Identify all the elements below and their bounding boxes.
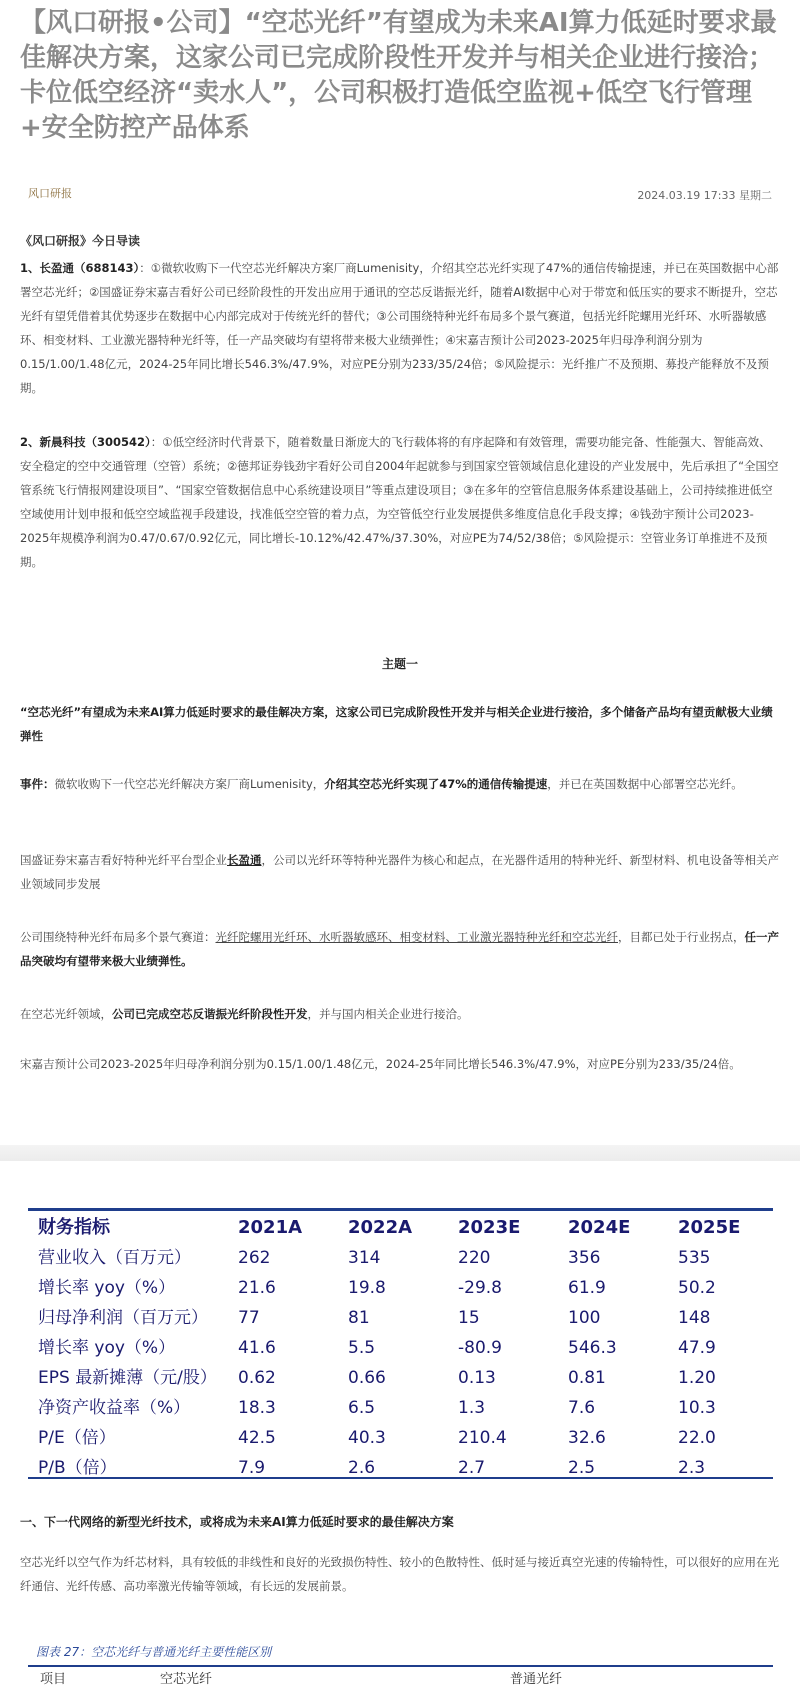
table-cell: 220 — [458, 1248, 491, 1268]
publish-datetime: 2024.03.19 17:33 星期二 — [637, 189, 772, 202]
item-2-text: ：①低空经济时代背景下，随着数量日渐庞大的飞行载体将的有序起降和有效管理，需要功能完备、性能强大、智能高效、安全稳定的空中交通管理（空管）系统；②德邦证券钱劲宇看好公司自2004年起就参与到国家空管领域信息化建设的产业发展中，先后承担了“全国空管系统飞行情报网建设项目”、“国家空管数据信息中心系统建设项目”等重点建设项目；③在多年的空管信息服务体系建设基础上，公司持续推进低空空域使用计划申报和低空空域监视手段建设，找准低空空管的着力点，为空管低空行业发展提供多维度信息化手段支撑；④钱劲宇预计公司2023-2025年规模净利润为0.47/0.67/0.92亿元，同比增长-10.12%/42.47%/37.30%，对应PE为74/52/38倍；⑤风险提示：空管业务订单推进不及预期。 — [20, 435, 779, 569]
table-row-label: P/B（倍） — [38, 1458, 117, 1478]
figure-rule — [28, 1665, 773, 1667]
analyst-text-end: ，公司以光纤环等特种光器件为核心和起点，在光器件适用的特种光纤、新型材料、机电设备等相关产业领域同步发展 — [20, 853, 779, 891]
section-divider — [0, 1145, 800, 1161]
progress-highlight: 公司已完成空芯反谐振光纤阶段性开发 — [112, 1007, 308, 1021]
table-cell: 262 — [238, 1248, 271, 1268]
table-header-cell: 2021A — [238, 1217, 303, 1238]
table-cell: 1.3 — [458, 1398, 486, 1418]
table-row-label: 增长率 yoy（%） — [38, 1278, 176, 1298]
progress-paragraph — [20, 1002, 782, 1026]
tracks-text: 公司围绕特种光纤布局多个景气赛道： — [20, 930, 216, 944]
tracks-highlight: 任一产品突破均有望带来极大业绩弹性。 — [20, 930, 779, 968]
table-top-rule — [28, 1208, 773, 1211]
table-cell: 47.9 — [678, 1338, 716, 1358]
table-row-label: 归母净利润（百万元） — [38, 1308, 208, 1328]
table-cell: 81 — [348, 1308, 370, 1328]
table-cell: 18.3 — [238, 1398, 276, 1418]
item-1-lead: 1、长盈通（688143） — [20, 261, 140, 275]
table-cell: 210.4 — [458, 1428, 507, 1448]
table-cell: 148 — [678, 1308, 711, 1328]
table-cell: 0.13 — [458, 1368, 496, 1388]
table-row-label: 净资产收益率（%） — [38, 1398, 191, 1418]
figure-col-item: 项目 — [40, 1672, 67, 1687]
article-title: 【风口研报•公司】“空芯光纤”有望成为未来AI算力低延时要求最佳解决方案，这家公司已完成阶段性开发并与相关企业进行接洽；卡位低空经济“卖水人”，公司积极打造低空监视+低空飞行管理+安全防控产品体系 — [20, 8, 777, 143]
theme-heading: 主题一 — [381, 657, 418, 671]
table-cell: 314 — [348, 1248, 381, 1268]
event-highlight: 介绍其空芯光纤实现了47%的通信传输提速 — [324, 777, 548, 791]
table-header-row — [28, 1213, 773, 1243]
figure-col-normal: 普通光纤 — [510, 1672, 563, 1687]
table-cell: 356 — [568, 1248, 601, 1268]
company-link[interactable]: 长盈通 — [227, 853, 262, 867]
progress-text-end: ，并与国内相关企业进行接洽。 — [307, 1007, 469, 1021]
figure-caption: 图表 27：空芯光纤与普通光纤主要性能区别 — [36, 1645, 272, 1659]
table-cell: 77 — [238, 1308, 260, 1328]
table-cell: 2.5 — [568, 1458, 596, 1478]
table-row-label: EPS 最新摊薄（元/股） — [38, 1368, 217, 1388]
table-cell: 7.6 — [568, 1398, 596, 1418]
table-row-label: 增长率 yoy（%） — [38, 1338, 176, 1358]
table-row — [28, 1453, 773, 1483]
table-cell: 61.9 — [568, 1278, 606, 1298]
tracks-paragraph — [20, 925, 782, 973]
table-cell: 5.5 — [348, 1338, 376, 1358]
table-cell: 0.62 — [238, 1368, 276, 1388]
theme-summary: “空芯光纤”有望成为未来AI算力低延时要求的最佳解决方案，这家公司已完成阶段性开发并与相关企业进行接洽，多个储备产品均有望贡献极大业绩弹性 — [20, 705, 773, 743]
forecast-paragraph: 宋嘉吉预计公司2023-2025年归母净利润分别为0.15/1.00/1.48亿元，2024-25年同比增长546.3%/47.9%，对应PE分别为233/35/24倍。 — [20, 1057, 741, 1071]
table-cell: 22.0 — [678, 1428, 716, 1448]
guide-heading: 《风口研报》今日导读 — [20, 234, 141, 248]
table-cell: 10.3 — [678, 1398, 716, 1418]
table-row — [28, 1333, 773, 1363]
table-header-cell: 2023E — [458, 1217, 521, 1238]
table-cell: 50.2 — [678, 1278, 716, 1298]
table-cell: 6.5 — [348, 1398, 376, 1418]
table-cell: -29.8 — [458, 1278, 502, 1298]
table-cell: 100 — [568, 1308, 601, 1328]
table-header-cell: 2022A — [348, 1217, 413, 1238]
analyst-paragraph — [20, 848, 782, 896]
table-header-cell: 2025E — [678, 1217, 741, 1238]
table-cell: 1.20 — [678, 1368, 716, 1388]
table-row — [28, 1303, 773, 1333]
event-text-end: ，并已在英国数据中心部署空芯光纤。 — [547, 777, 743, 791]
guide-item-1 — [20, 256, 782, 400]
progress-text: 在空芯光纤领域， — [20, 1007, 112, 1021]
table-row-label: P/E（倍） — [38, 1428, 116, 1448]
item-2-lead: 2、新晨科技（300542） — [20, 435, 151, 449]
table-cell: 40.3 — [348, 1428, 386, 1448]
table-cell: 2.3 — [678, 1458, 706, 1478]
table-row — [28, 1423, 773, 1453]
analyst-text: 国盛证券宋嘉吉看好特种光纤平台型企业 — [20, 853, 227, 867]
table-header-cell: 2024E — [568, 1217, 631, 1238]
event-label: 事件： — [20, 777, 55, 791]
table-row — [28, 1363, 773, 1393]
table-cell: 535 — [678, 1248, 711, 1268]
table-cell: 2.6 — [348, 1458, 376, 1478]
table-cell: 2.7 — [458, 1458, 486, 1478]
figure-col-hollow: 空芯光纤 — [160, 1672, 213, 1687]
table-row-label: 营业收入（百万元） — [38, 1248, 191, 1268]
table-cell: 0.81 — [568, 1368, 606, 1388]
table-row — [28, 1243, 773, 1273]
table-cell: 0.66 — [348, 1368, 386, 1388]
table-cell: 21.6 — [238, 1278, 276, 1298]
table-cell: 19.8 — [348, 1278, 386, 1298]
table-row — [28, 1273, 773, 1303]
table-cell: -80.9 — [458, 1338, 502, 1358]
table-cell: 546.3 — [568, 1338, 617, 1358]
table-cell: 41.6 — [238, 1338, 276, 1358]
section-title: 一、下一代网络的新型光纤技术，或将成为未来AI算力低延时要求的最佳解决方案 — [20, 1515, 454, 1529]
source-label[interactable]: 风口研报 — [28, 187, 72, 200]
event-paragraph — [20, 772, 782, 796]
table-row — [28, 1393, 773, 1423]
tracks-list: 光纤陀螺用光纤环、水听器敏感环、相变材料、工业激光器特种光纤和空芯光纤 — [215, 930, 618, 944]
table-cell: 32.6 — [568, 1428, 606, 1448]
section-text: 空芯光纤以空气作为纤芯材料，具有较低的非线性和良好的光致损伤特性、较小的色散特性、低时延与接近真空光速的传输特性，可以很好的应用在光纤通信、光纤传感、高功率激光传输等领域，有长远的发展前景。 — [20, 1555, 779, 1593]
item-1-text: ：①微软收购下一代空芯光纤解决方案厂商Lumenisity，介绍其空芯光纤实现了47%的通信传输提速，并已在英国数据中心部署空芯光纤；②国盛证券宋嘉吉看好公司已经阶段性的开发出应用于通讯的空芯反谐振光纤，随着AI数据中心对于带宽和低压实的要求不断提升，空芯光纤有望凭借着其优势逐步在数据中心内部完成对于传统光纤的替代；③公司围绕特种光纤布局多个景气赛道，包括光纤陀螺用光纤环、水听器敏感环、相变材料、工业激光器特种光纤等，任一产品突破均有望将带来极大业绩弹性；④宋嘉吉预计公司2023-2025年归母净利润分别为0.15/1.00/1.48亿元，2024-25年同比增长546.3%/47.9%，对应PE分别为233/35/24倍；⑤风险提示：光纤推广不及预期、募投产能释放不及预期。 — [20, 261, 779, 395]
table-cell: 42.5 — [238, 1428, 276, 1448]
table-cell: 15 — [458, 1308, 480, 1328]
table-header-cell: 财务指标 — [38, 1217, 110, 1238]
table-cell: 7.9 — [238, 1458, 266, 1478]
guide-item-2 — [20, 430, 782, 574]
tracks-text-mid: ，目都已处于行业拐点， — [618, 930, 745, 944]
event-text: 微软收购下一代空芯光纤解决方案厂商Lumenisity， — [54, 777, 325, 791]
